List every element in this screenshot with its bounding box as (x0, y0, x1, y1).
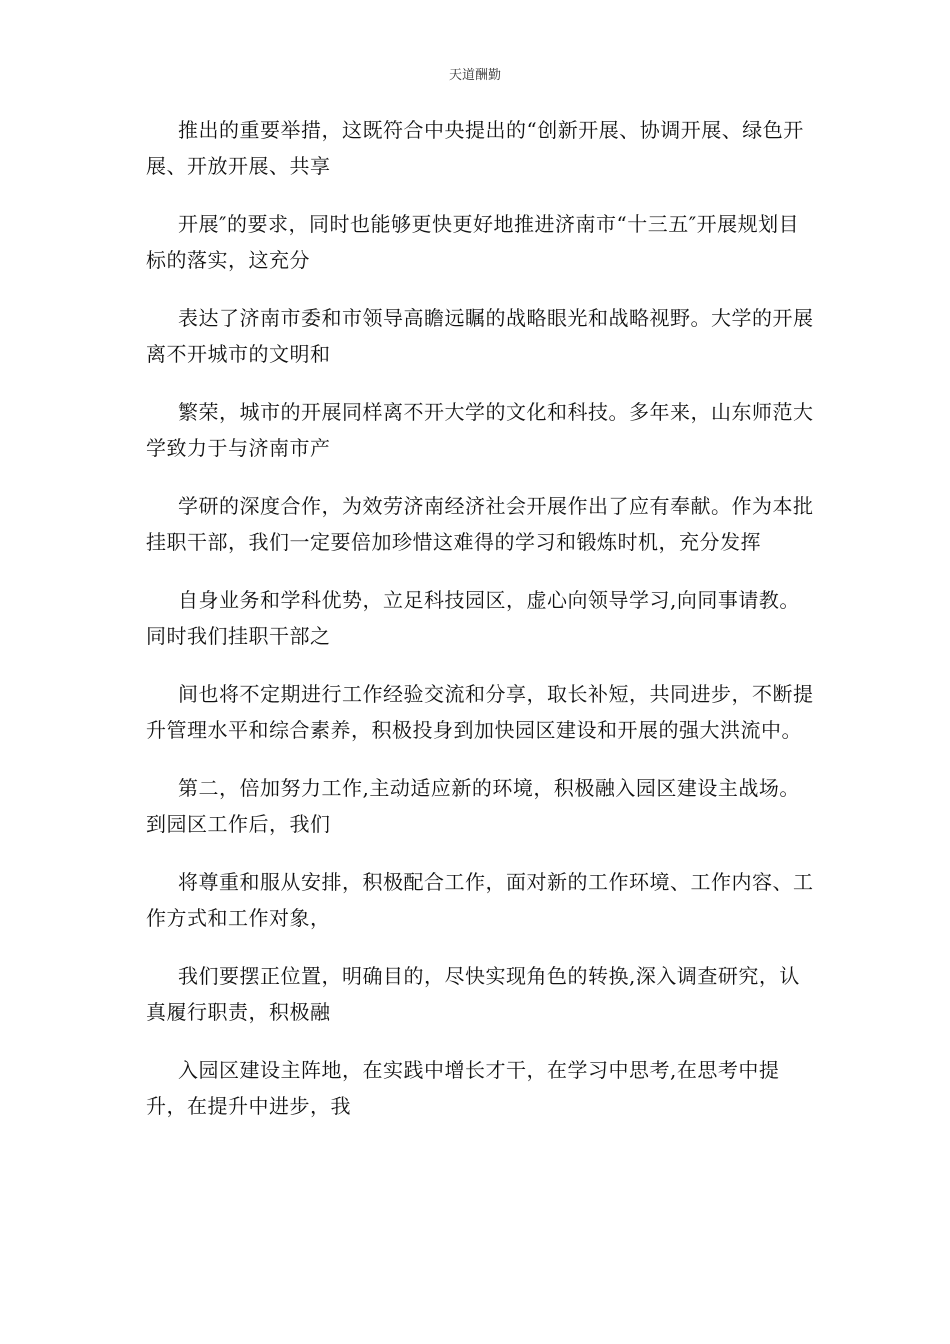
paragraph: 推出的重要举措，这既符合中央提出的“创新开展、协调开展、绿色开展、开放开展、共享 (146, 118, 804, 178)
paragraph: 间也将不定期进行工作经验交流和分享，取长补短，共同进步，不断提升管理水平和综合素养，积极投身到加快园区建设和开展的强大洪流中。 (146, 682, 814, 742)
paragraph: 繁荣，城市的开展同样离不开大学的文化和科技。多年来，山东师范大学致力于与济南市产 (146, 400, 814, 460)
page-header: 天道酬勤 (448, 68, 501, 83)
paragraph: 将尊重和服从安排，积极配合工作，面对新的工作环境、工作内容、工作方式和工作对象， (146, 870, 814, 930)
paragraph: 入园区建设主阵地，在实践中增长才干，在学习中思考,在思考中提升，在提升中进步，我 (146, 1058, 780, 1118)
paragraph: 自身业务和学科优势，立足科技园区，虚心向领导学习,向同事请教。同时我们挂职干部之 (146, 588, 800, 648)
paragraph: 第二，倍加努力工作,主动适应新的环境，积极融入园区建设主战场。到园区工作后，我们 (146, 776, 800, 836)
paragraph: 表达了济南市委和市领导高瞻远瞩的战略眼光和战略视野。大学的开展离不开城市的文明和 (146, 306, 814, 366)
paragraph: 学研的深度合作，为效劳济南经济社会开展作出了应有奉献。作为本批挂职干部，我们一定要倍加珍惜这难得的学习和锻炼时机，充分发挥 (146, 494, 814, 554)
document-body (146, 112, 814, 1146)
paragraph: 开展″的要求，同时也能够更快更好地推进济南市“十三五″开展规划目标的落实，这充分 (146, 212, 800, 272)
paragraph: 我们要摆正位置，明确目的，尽快实现角色的转换,深入调查研究，认真履行职责，积极融 (146, 964, 800, 1024)
